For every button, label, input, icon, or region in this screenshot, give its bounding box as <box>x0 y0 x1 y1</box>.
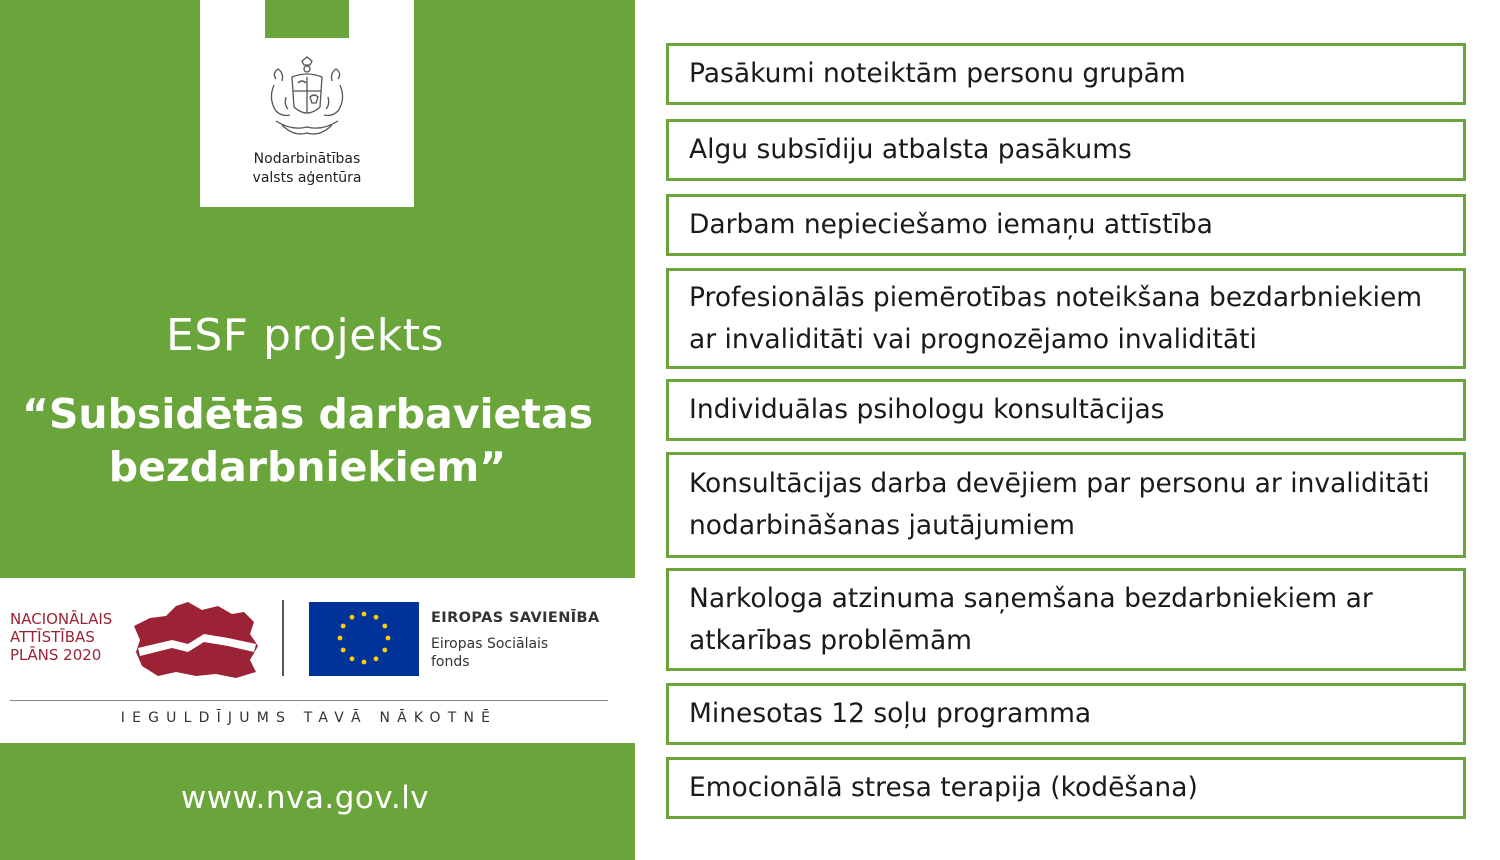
nap-2020-logo-text <box>10 610 130 664</box>
measure-text: Darbam nepieciešamo iemaņu attīstība <box>689 209 1213 240</box>
measure-text: Profesionālās piemērotības noteikšana bezdarbniekiem ar invaliditāti vai prognozējamo invaliditāti <box>689 281 1423 355</box>
agency-name <box>200 150 414 188</box>
eu-fund-line1: Eiropas Sociālais <box>431 636 549 652</box>
measure-box-8 <box>666 683 1466 745</box>
nap-line2: ATTĪSTĪBAS <box>10 628 95 646</box>
nap-line1: NACIONĀLAIS <box>10 610 113 628</box>
nap-line3: PLĀNS 2020 <box>10 646 102 664</box>
measure-box-9 <box>666 757 1466 819</box>
project-title <box>0 388 615 494</box>
eu-title: EIROPAS SAVIENĪBA <box>431 610 600 626</box>
agency-name-line2: valsts aģentūra <box>252 170 362 186</box>
strip-rule <box>10 700 608 701</box>
funding-logos-strip <box>0 578 635 743</box>
measure-text: Individuālas psihologu konsultācijas <box>689 394 1165 425</box>
measure-box-1 <box>666 43 1466 105</box>
agency-logo-card <box>200 0 414 207</box>
measure-text: Konsultācijas darba devējiem par personu ar invaliditāti nodarbināšanas jautājumiem <box>689 468 1430 541</box>
measure-text: Pasākumi noteiktām personu grupām <box>689 58 1186 89</box>
eu-flag-icon <box>309 602 419 676</box>
project-title-line2: bezdarbniekiem” <box>108 443 507 491</box>
eu-fund-name <box>431 635 548 671</box>
logo-divider <box>282 600 284 676</box>
measure-text: Narkologa atzinuma saņemšana bezdarbniekiem ar atkarības problēmām <box>689 582 1373 656</box>
eu-fund-line2: fonds <box>431 654 470 670</box>
motto: IEGULDĪJUMS TAVĀ NĀKOTNĒ <box>120 710 498 726</box>
measure-box-7 <box>666 568 1466 671</box>
left-panel <box>0 0 635 860</box>
measure-text: Algu subsīdiju atbalsta pasākums <box>689 134 1132 165</box>
measure-box-6 <box>666 452 1466 558</box>
logo-card-tab <box>265 0 349 38</box>
measure-box-5 <box>666 379 1466 441</box>
project-title-line1: “Subsidētās darbavietas <box>21 390 594 438</box>
measure-text: Emocionālā stresa terapija (kodēšana) <box>689 772 1198 803</box>
measure-box-3 <box>666 194 1466 256</box>
agency-name-line1: Nodarbinātības <box>253 151 361 167</box>
measure-box-4 <box>666 268 1466 369</box>
measure-box-2 <box>666 119 1466 181</box>
website-link[interactable]: www.nva.gov.lv <box>180 780 430 816</box>
latvia-map-icon <box>132 600 260 680</box>
coat-of-arms-icon <box>262 55 352 143</box>
esf-project-label: ESF projekts <box>166 310 444 361</box>
measure-text: Minesotas 12 soļu programma <box>689 698 1092 729</box>
